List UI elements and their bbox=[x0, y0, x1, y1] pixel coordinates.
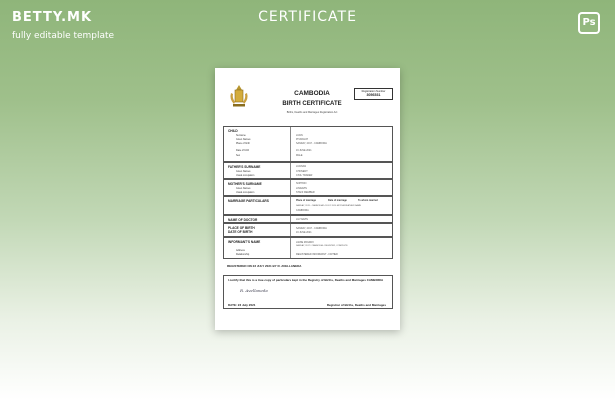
field-value: STAFF MEMBER bbox=[296, 191, 315, 194]
document-country: CAMBODIA bbox=[294, 90, 330, 97]
field-value: SANDAY, 2017 / CAMBODIA - REGISTER, COMPLETE bbox=[296, 245, 348, 247]
field-label: Given Names bbox=[236, 138, 251, 141]
section-heading: FATHER'S SURNAME bbox=[228, 165, 261, 169]
field-value: CIVIL TRADER bbox=[296, 174, 313, 177]
section-birth bbox=[223, 223, 393, 237]
field-value: LINDAVIN bbox=[296, 187, 307, 190]
field-label: Address bbox=[236, 249, 245, 252]
field-value: SANDAY, 2017 - CAMBODIA bbox=[296, 142, 327, 145]
certify-text: I certify that this is a true copy of particulars kept in the Registry of Births, Deaths and Marriages CAMBODIA bbox=[228, 278, 384, 282]
registration-label: Registration Number bbox=[361, 90, 386, 93]
section-heading: PLACE OF BIRTH bbox=[228, 226, 255, 230]
section-mother bbox=[223, 179, 393, 196]
registration-box bbox=[354, 88, 393, 100]
field-label: Given Names bbox=[236, 170, 251, 173]
field-value: LIVAN bbox=[296, 134, 303, 137]
field-value: PIYARACH bbox=[296, 138, 309, 141]
field-value: SANDAY, 2017 - CAMBODIA bbox=[296, 227, 327, 230]
section-heading: MARRIAGE PARTICULARS bbox=[228, 199, 269, 203]
field-value: REGISTERED INFORMANT - FATHER bbox=[296, 253, 338, 256]
photoshop-icon: Ps bbox=[578, 12, 600, 34]
section-marriage bbox=[223, 196, 393, 215]
field-label: Date of birth bbox=[236, 149, 250, 152]
section-heading: NAME OF DOCTOR bbox=[228, 218, 258, 222]
field-value: SANDAY, 2015 - CAMBODIA 14 JULY 2016 MOTHER/FATHER NAME bbox=[296, 205, 362, 207]
field-value: CAMBODIA bbox=[296, 209, 309, 212]
field-label: Sex bbox=[236, 154, 241, 157]
field-value: LIVANAN bbox=[296, 165, 307, 168]
field-value: LILYNAVIN bbox=[296, 218, 308, 221]
section-heading: DATE OF BIRTH bbox=[228, 230, 253, 234]
field-value: 16 JUNE 2021 bbox=[296, 149, 312, 152]
brand-logo: BETTY.MK bbox=[12, 10, 93, 25]
field-value: MALE bbox=[296, 154, 303, 157]
document-title: BIRTH CERTIFICATE bbox=[282, 101, 342, 107]
column-header: Date of marriage bbox=[328, 199, 347, 202]
section-heading: CHILD bbox=[228, 129, 238, 133]
field-label: Usual occupation bbox=[236, 174, 255, 177]
brand-tagline: fully editable template bbox=[12, 31, 115, 41]
registrar-title: Registrar of Births, Deaths and Marriages bbox=[326, 303, 386, 307]
section-doctor bbox=[223, 215, 393, 223]
document-subtitle: Births, Deaths and Marriages Registration Act bbox=[286, 111, 338, 114]
column-header: To whom married bbox=[358, 199, 378, 202]
field-value: SOPHON bbox=[296, 182, 307, 185]
section-father bbox=[223, 162, 393, 179]
signature: R. Avellaneda bbox=[240, 288, 268, 293]
field-label: Given Names bbox=[236, 187, 251, 190]
registered-note: REGISTERED ON 23 JULY 2021 BY R. AVELLANEDA bbox=[227, 264, 302, 268]
section-informant bbox=[223, 237, 393, 259]
page-title: CERTIFICATE bbox=[258, 9, 357, 25]
field-value: 16 JUNE 2021 bbox=[296, 231, 312, 234]
certification-box bbox=[223, 275, 393, 309]
field-value: LIZZIE MOLWAY bbox=[296, 241, 315, 244]
field-label: Usual occupation bbox=[236, 191, 255, 194]
coat-of-arms-icon bbox=[229, 84, 249, 108]
field-value: CHOSENT bbox=[296, 170, 308, 173]
field-label: Relationship bbox=[236, 253, 250, 256]
section-heading: MOTHER'S SURNAME bbox=[228, 182, 262, 186]
section-child bbox=[223, 126, 393, 162]
section-heading: INFORMANT'S NAME bbox=[228, 240, 261, 244]
field-label: Place of birth bbox=[236, 142, 250, 145]
registration-number: 3056531 bbox=[366, 93, 381, 97]
field-label: Surname bbox=[236, 134, 246, 137]
certificate-document bbox=[215, 68, 400, 330]
certificate-date: DATE: 23 July 2021 bbox=[228, 303, 256, 307]
column-header: Place of marriage bbox=[296, 199, 316, 202]
